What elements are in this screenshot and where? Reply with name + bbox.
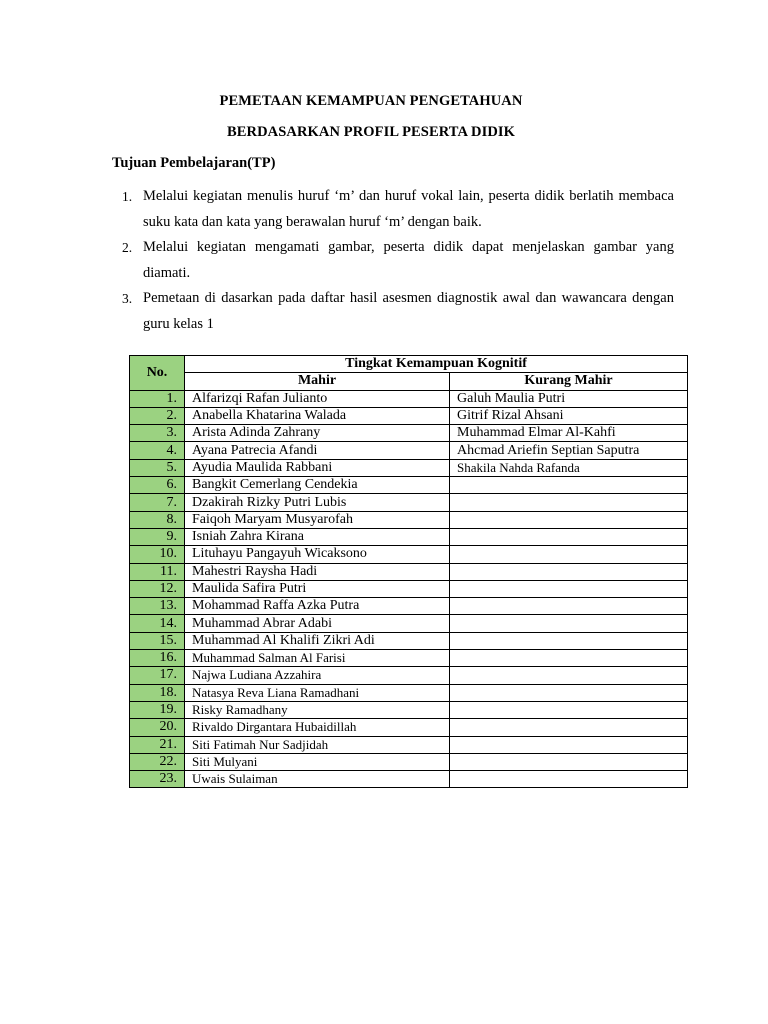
- mahir-name-cell: Natasya Reva Liana Ramadhani: [185, 684, 450, 701]
- objectives-list: [112, 184, 674, 337]
- table-body: [130, 390, 688, 788]
- kurang-mahir-name-cell: Muhammad Elmar Al-Kahfi: [450, 425, 688, 442]
- objective-number: 1.: [122, 189, 133, 204]
- document-title-line-1: PEMETAAN KEMAMPUAN PENGETAHUAN: [219, 93, 523, 109]
- table-row: [130, 528, 688, 545]
- mahir-name-cell: Mohammad Raffa Azka Putra: [185, 598, 450, 615]
- kurang-mahir-name-cell: [450, 598, 688, 615]
- mahir-name-cell: Dzakirah Rizky Putri Lubis: [185, 494, 450, 511]
- table-row: [130, 390, 688, 407]
- table-row: [130, 684, 688, 701]
- table-row: [130, 477, 688, 494]
- table-row: [130, 442, 688, 459]
- row-number-cell: 17.: [130, 667, 185, 684]
- objective-text: Melalui kegiatan menulis huruf ‘m’ dan huruf vokal lain, peserta didik berlatih membaca suku kata dan kata yang berawalan huruf ‘m’ dengan baik.: [143, 188, 674, 230]
- table-row: [130, 632, 688, 649]
- mahir-name-cell: Maulida Safira Putri: [185, 580, 450, 597]
- kurang-mahir-name-cell: [450, 771, 688, 788]
- table-row: [130, 598, 688, 615]
- mahir-name-cell: Bangkit Cemerlang Cendekia: [185, 477, 450, 494]
- row-number-cell: 15.: [130, 632, 185, 649]
- row-number-cell: 20.: [130, 719, 185, 736]
- kurang-mahir-name-cell: Galuh Maulia Putri: [450, 390, 688, 407]
- row-number-cell: 4.: [130, 442, 185, 459]
- table-row: [130, 736, 688, 753]
- table-row: [130, 563, 688, 580]
- mahir-name-cell: Muhammad Salman Al Farisi: [185, 650, 450, 667]
- mahir-name-cell: Alfarizqi Rafan Julianto: [185, 390, 450, 407]
- row-number-cell: 3.: [130, 425, 185, 442]
- table-row: [130, 407, 688, 424]
- kurang-mahir-name-cell: [450, 511, 688, 528]
- mahir-name-cell: Muhammad Abrar Adabi: [185, 615, 450, 632]
- cognitive-ability-table: [129, 355, 688, 788]
- kurang-mahir-name-cell: [450, 580, 688, 597]
- mahir-name-cell: Faiqoh Maryam Musyarofah: [185, 511, 450, 528]
- kurang-mahir-name-cell: Shakila Nahda Rafanda: [450, 459, 688, 476]
- kurang-mahir-name-cell: [450, 563, 688, 580]
- row-number-cell: 9.: [130, 528, 185, 545]
- table-row: [130, 667, 688, 684]
- mahir-name-cell: Ayudia Maulida Rabbani: [185, 459, 450, 476]
- kurang-mahir-name-cell: [450, 650, 688, 667]
- row-number-cell: 2.: [130, 407, 185, 424]
- table-row: [130, 494, 688, 511]
- kurang-mahir-name-cell: Gitrif Rizal Ahsani: [450, 407, 688, 424]
- objective-text: Pemetaan di dasarkan pada daftar hasil asesmen diagnostik awal dan wawancara dengan guru kelas 1: [143, 290, 674, 332]
- kurang-mahir-name-cell: [450, 546, 688, 563]
- row-number-cell: 21.: [130, 736, 185, 753]
- mahir-name-cell: Risky Ramadhany: [185, 701, 450, 718]
- kurang-mahir-name-cell: Ahcmad Ariefin Septian Saputra: [450, 442, 688, 459]
- kurang-mahir-name-cell: [450, 477, 688, 494]
- row-number-cell: 18.: [130, 684, 185, 701]
- table-row: [130, 459, 688, 476]
- row-number-cell: 13.: [130, 598, 185, 615]
- row-number-cell: 11.: [130, 563, 185, 580]
- column-header-mahir: Mahir: [185, 373, 450, 390]
- mahir-name-cell: Muhammad Al Khalifi Zikri Adi: [185, 632, 450, 649]
- row-number-cell: 1.: [130, 390, 185, 407]
- objective-text: Melalui kegiatan mengamati gambar, peserta didik dapat menjelaskan gambar yang diamati.: [143, 239, 674, 281]
- table-row: [130, 701, 688, 718]
- row-number-cell: 6.: [130, 477, 185, 494]
- kurang-mahir-name-cell: [450, 719, 688, 736]
- column-header-no: No.: [130, 356, 185, 391]
- row-number-cell: 12.: [130, 580, 185, 597]
- row-number-cell: 5.: [130, 459, 185, 476]
- row-number-cell: 22.: [130, 753, 185, 770]
- row-number-cell: 8.: [130, 511, 185, 528]
- column-header-kurang-mahir: Kurang Mahir: [450, 373, 688, 390]
- table-row: [130, 615, 688, 632]
- row-number-cell: 23.: [130, 771, 185, 788]
- kurang-mahir-name-cell: [450, 736, 688, 753]
- mahir-name-cell: Arista Adinda Zahrany: [185, 425, 450, 442]
- row-number-cell: 14.: [130, 615, 185, 632]
- table-row: [130, 546, 688, 563]
- kurang-mahir-name-cell: [450, 632, 688, 649]
- row-number-cell: 7.: [130, 494, 185, 511]
- kurang-mahir-name-cell: [450, 528, 688, 545]
- objective-number: 2.: [122, 240, 133, 255]
- kurang-mahir-name-cell: [450, 753, 688, 770]
- table-row: [130, 719, 688, 736]
- kurang-mahir-name-cell: [450, 701, 688, 718]
- mahir-name-cell: Isniah Zahra Kirana: [185, 528, 450, 545]
- row-number-cell: 19.: [130, 701, 185, 718]
- mahir-name-cell: Mahestri Raysha Hadi: [185, 563, 450, 580]
- table-row: [130, 753, 688, 770]
- objective-item: [112, 184, 674, 235]
- objective-number: 3.: [122, 291, 133, 306]
- kurang-mahir-name-cell: [450, 684, 688, 701]
- objectives-heading: Tujuan Pembelajaran(TP): [112, 155, 276, 171]
- kurang-mahir-name-cell: [450, 494, 688, 511]
- row-number-cell: 16.: [130, 650, 185, 667]
- mahir-name-cell: Ayana Patrecia Afandi: [185, 442, 450, 459]
- mahir-name-cell: Najwa Ludiana Azzahira: [185, 667, 450, 684]
- mahir-name-cell: Lituhayu Pangayuh Wicaksono: [185, 546, 450, 563]
- document-title-line-2: BERDASARKAN PROFIL PESERTA DIDIK: [226, 124, 516, 140]
- row-number-cell: 10.: [130, 546, 185, 563]
- table-row: [130, 771, 688, 788]
- kurang-mahir-name-cell: [450, 615, 688, 632]
- objective-item: [112, 235, 674, 286]
- mahir-name-cell: Anabella Khatarina Walada: [185, 407, 450, 424]
- table-row: [130, 650, 688, 667]
- column-group-header: Tingkat Kemampuan Kognitif: [185, 356, 688, 373]
- table-row: [130, 425, 688, 442]
- table-row: [130, 580, 688, 597]
- mahir-name-cell: Siti Mulyani: [185, 753, 450, 770]
- objective-item: [112, 286, 674, 337]
- table-row: [130, 511, 688, 528]
- mahir-name-cell: Uwais Sulaiman: [185, 771, 450, 788]
- mahir-name-cell: Rivaldo Dirgantara Hubaidillah: [185, 719, 450, 736]
- mahir-name-cell: Siti Fatimah Nur Sadjidah: [185, 736, 450, 753]
- kurang-mahir-name-cell: [450, 667, 688, 684]
